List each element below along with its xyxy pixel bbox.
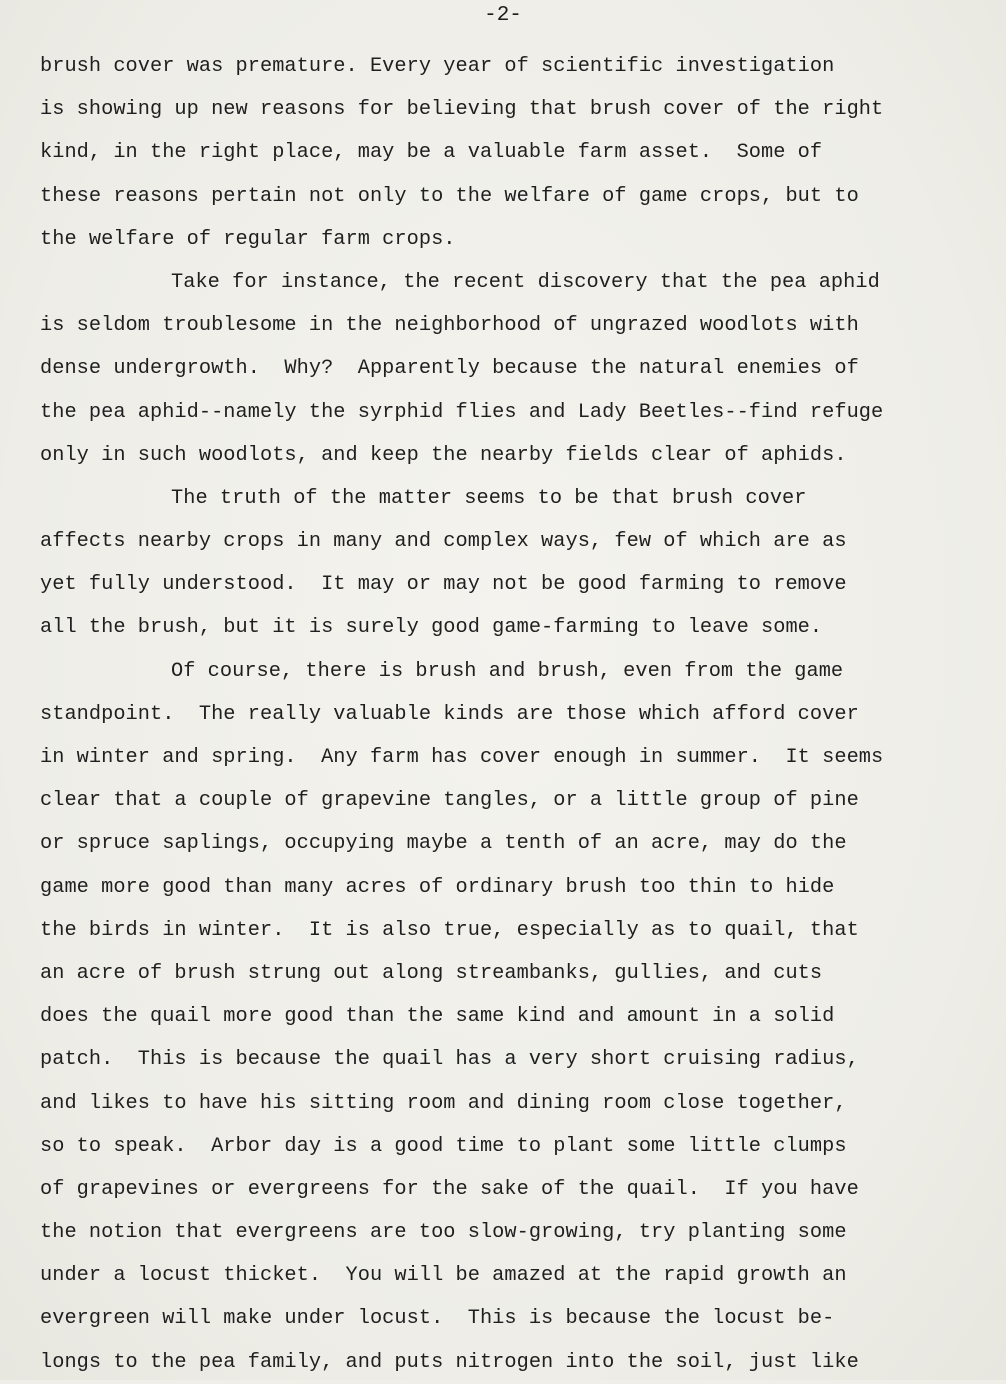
body-text [40,45,980,1384]
text-line: an acre of brush strung out along streambanks, gullies, and cuts [40,961,823,985]
text-line: The truth of the matter seems to be that brush cover [171,486,807,510]
text-line: so to speak. Arbor day is a good time to plant some little clumps [40,1134,847,1158]
text-line: is seldom troublesome in the neighborhood of ungrazed woodlots with [40,314,859,338]
text-line: Of course, there is brush and brush, even from the game [171,659,844,683]
text-line: does the quail more good than the same kind and amount in a solid [40,1005,835,1029]
page-number: -2- [484,4,522,27]
text-line: brush cover was premature. Every year of scientific investigation [40,55,835,78]
text-line: under a locust thicket. You will be amazed at the rapid growth an [40,1264,847,1288]
text-line: the notion that evergreens are too slow-growing, try planting some [40,1221,847,1245]
text-line: the pea aphid--namely the syrphid flies and Lady Beetles--find refuge [40,400,884,424]
text-line: yet fully understood. It may or may not be good farming to remove [40,573,847,597]
text-line: is showing up new reasons for believing that brush cover of the right [40,98,884,122]
text-line: standpoint. The really valuable kinds are those which afford cover [40,702,859,726]
text-line: kind, in the right place, may be a valuable farm asset. Some of [40,141,823,165]
text-line: longs to the pea family, and puts nitrogen into the soil, just like [40,1350,859,1374]
text-line: the birds in winter. It is also true, especially as to quail, that [40,918,859,942]
text-line: game more good than many acres of ordinary brush too thin to hide [40,875,835,899]
text-line: patch. This is because the quail has a very short cruising radius, [40,1048,859,1072]
text-line: in winter and spring. Any farm has cover enough in summer. It seems [40,746,884,769]
text-line: affects nearby crops in many and complex ways, few of which are as [40,530,847,554]
text-line: or spruce saplings, occupying maybe a tenth of an acre, may do the [40,832,847,856]
text-line: these reasons pertain not only to the welfare of game crops, but to [40,184,859,208]
text-line: only in such woodlots, and keep the nearby fields clear of aphids. [40,443,847,467]
text-line: clear that a couple of grapevine tangles, or a little group of pine [40,789,859,813]
text-line: the welfare of regular farm crops. [40,227,456,251]
text-line: and likes to have his sitting room and dining room close together, [40,1091,847,1115]
text-line: dense undergrowth. Why? Apparently because the natural enemies of [40,357,859,381]
text-line: Take for instance, the recent discovery that the pea aphid [171,270,880,294]
text-line: evergreen will make under locust. This is because the locust be- [40,1307,835,1331]
text-line: of grapevines or evergreens for the sake of the quail. If you have [40,1177,859,1201]
text-line: all the brush, but it is surely good game-farming to leave some. [40,616,823,640]
